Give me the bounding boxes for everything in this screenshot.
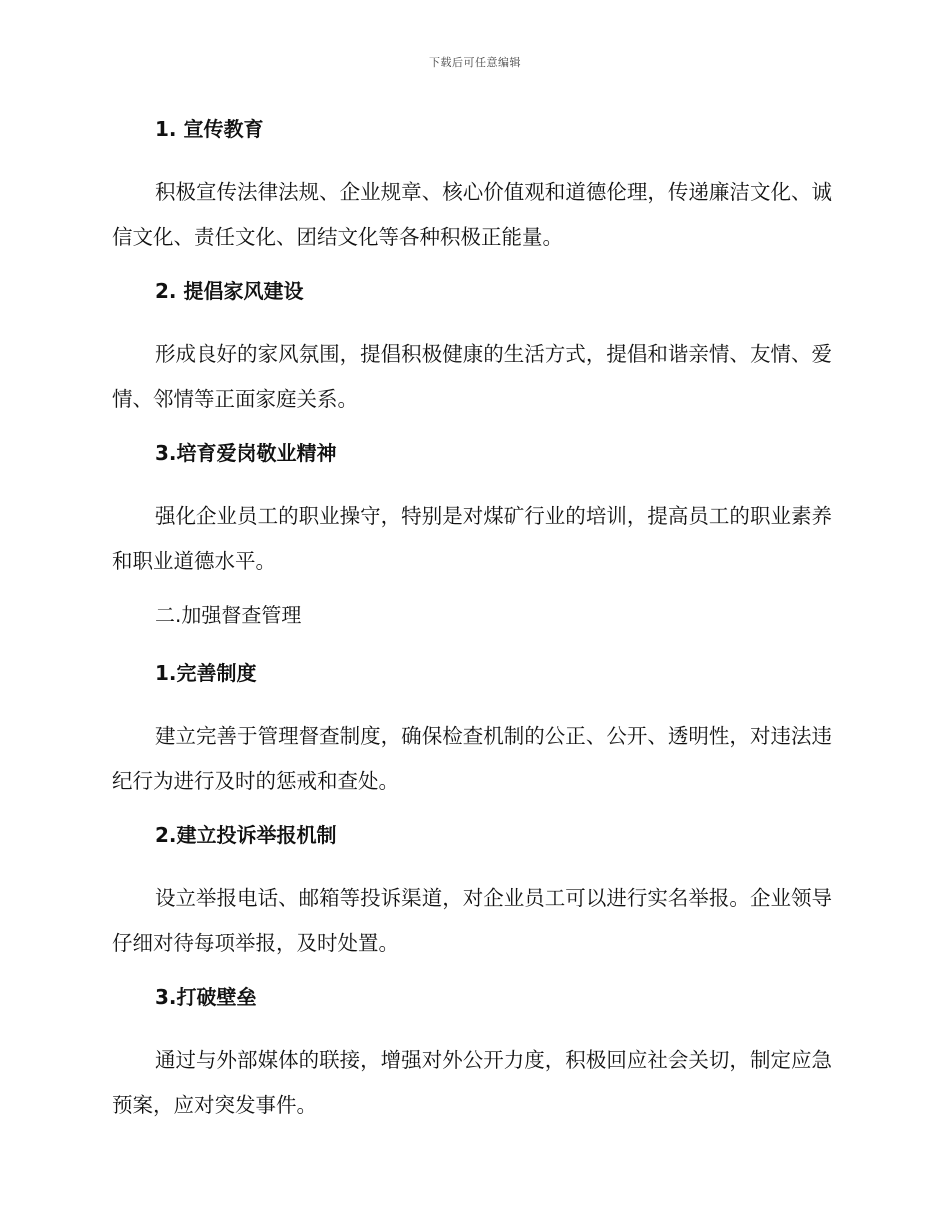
section-paragraph: 通过与外部媒体的联接，增强对外公开力度，积极回应社会关切，制定应急预案，应对突发事件。: [112, 1048, 832, 1117]
section-heading: 1. 宣传教育: [155, 117, 264, 141]
chapter-heading: 二.加强督查管理: [155, 603, 302, 627]
section-heading: 2.建立投诉举报机制: [155, 823, 337, 847]
section-paragraph: 强化企业员工的职业操守，特别是对煤矿行业的培训，提高员工的职业素养和职业道德水平。: [112, 504, 832, 573]
section-heading: 3.打破壁垒: [155, 985, 257, 1009]
document-body: [112, 112, 832, 1128]
section-paragraph: 设立举报电话、邮箱等投诉渠道，对企业员工可以进行实名举报。企业领导仔细对待每项举报，及时处置。: [112, 886, 832, 955]
section-heading: 2. 提倡家风建设: [155, 279, 304, 303]
section-heading: 1.完善制度: [155, 661, 257, 685]
page-header-note: 下载后可任意编辑: [429, 56, 521, 69]
section-paragraph: 形成良好的家风氛围，提倡积极健康的生活方式，提倡和谐亲情、友情、爱情、邻情等正面家庭关系。: [112, 342, 832, 411]
section-heading: 3.培育爱岗敬业精神: [155, 441, 337, 465]
section-paragraph: 建立完善于管理督查制度，确保检查机制的公正、公开、透明性，对违法违纪行为进行及时的惩戒和查处。: [112, 724, 832, 793]
section-paragraph: 积极宣传法律法规、企业规章、核心价值观和道德伦理，传递廉洁文化、诚信文化、责任文化、团结文化等各种积极正能量。: [112, 180, 832, 249]
